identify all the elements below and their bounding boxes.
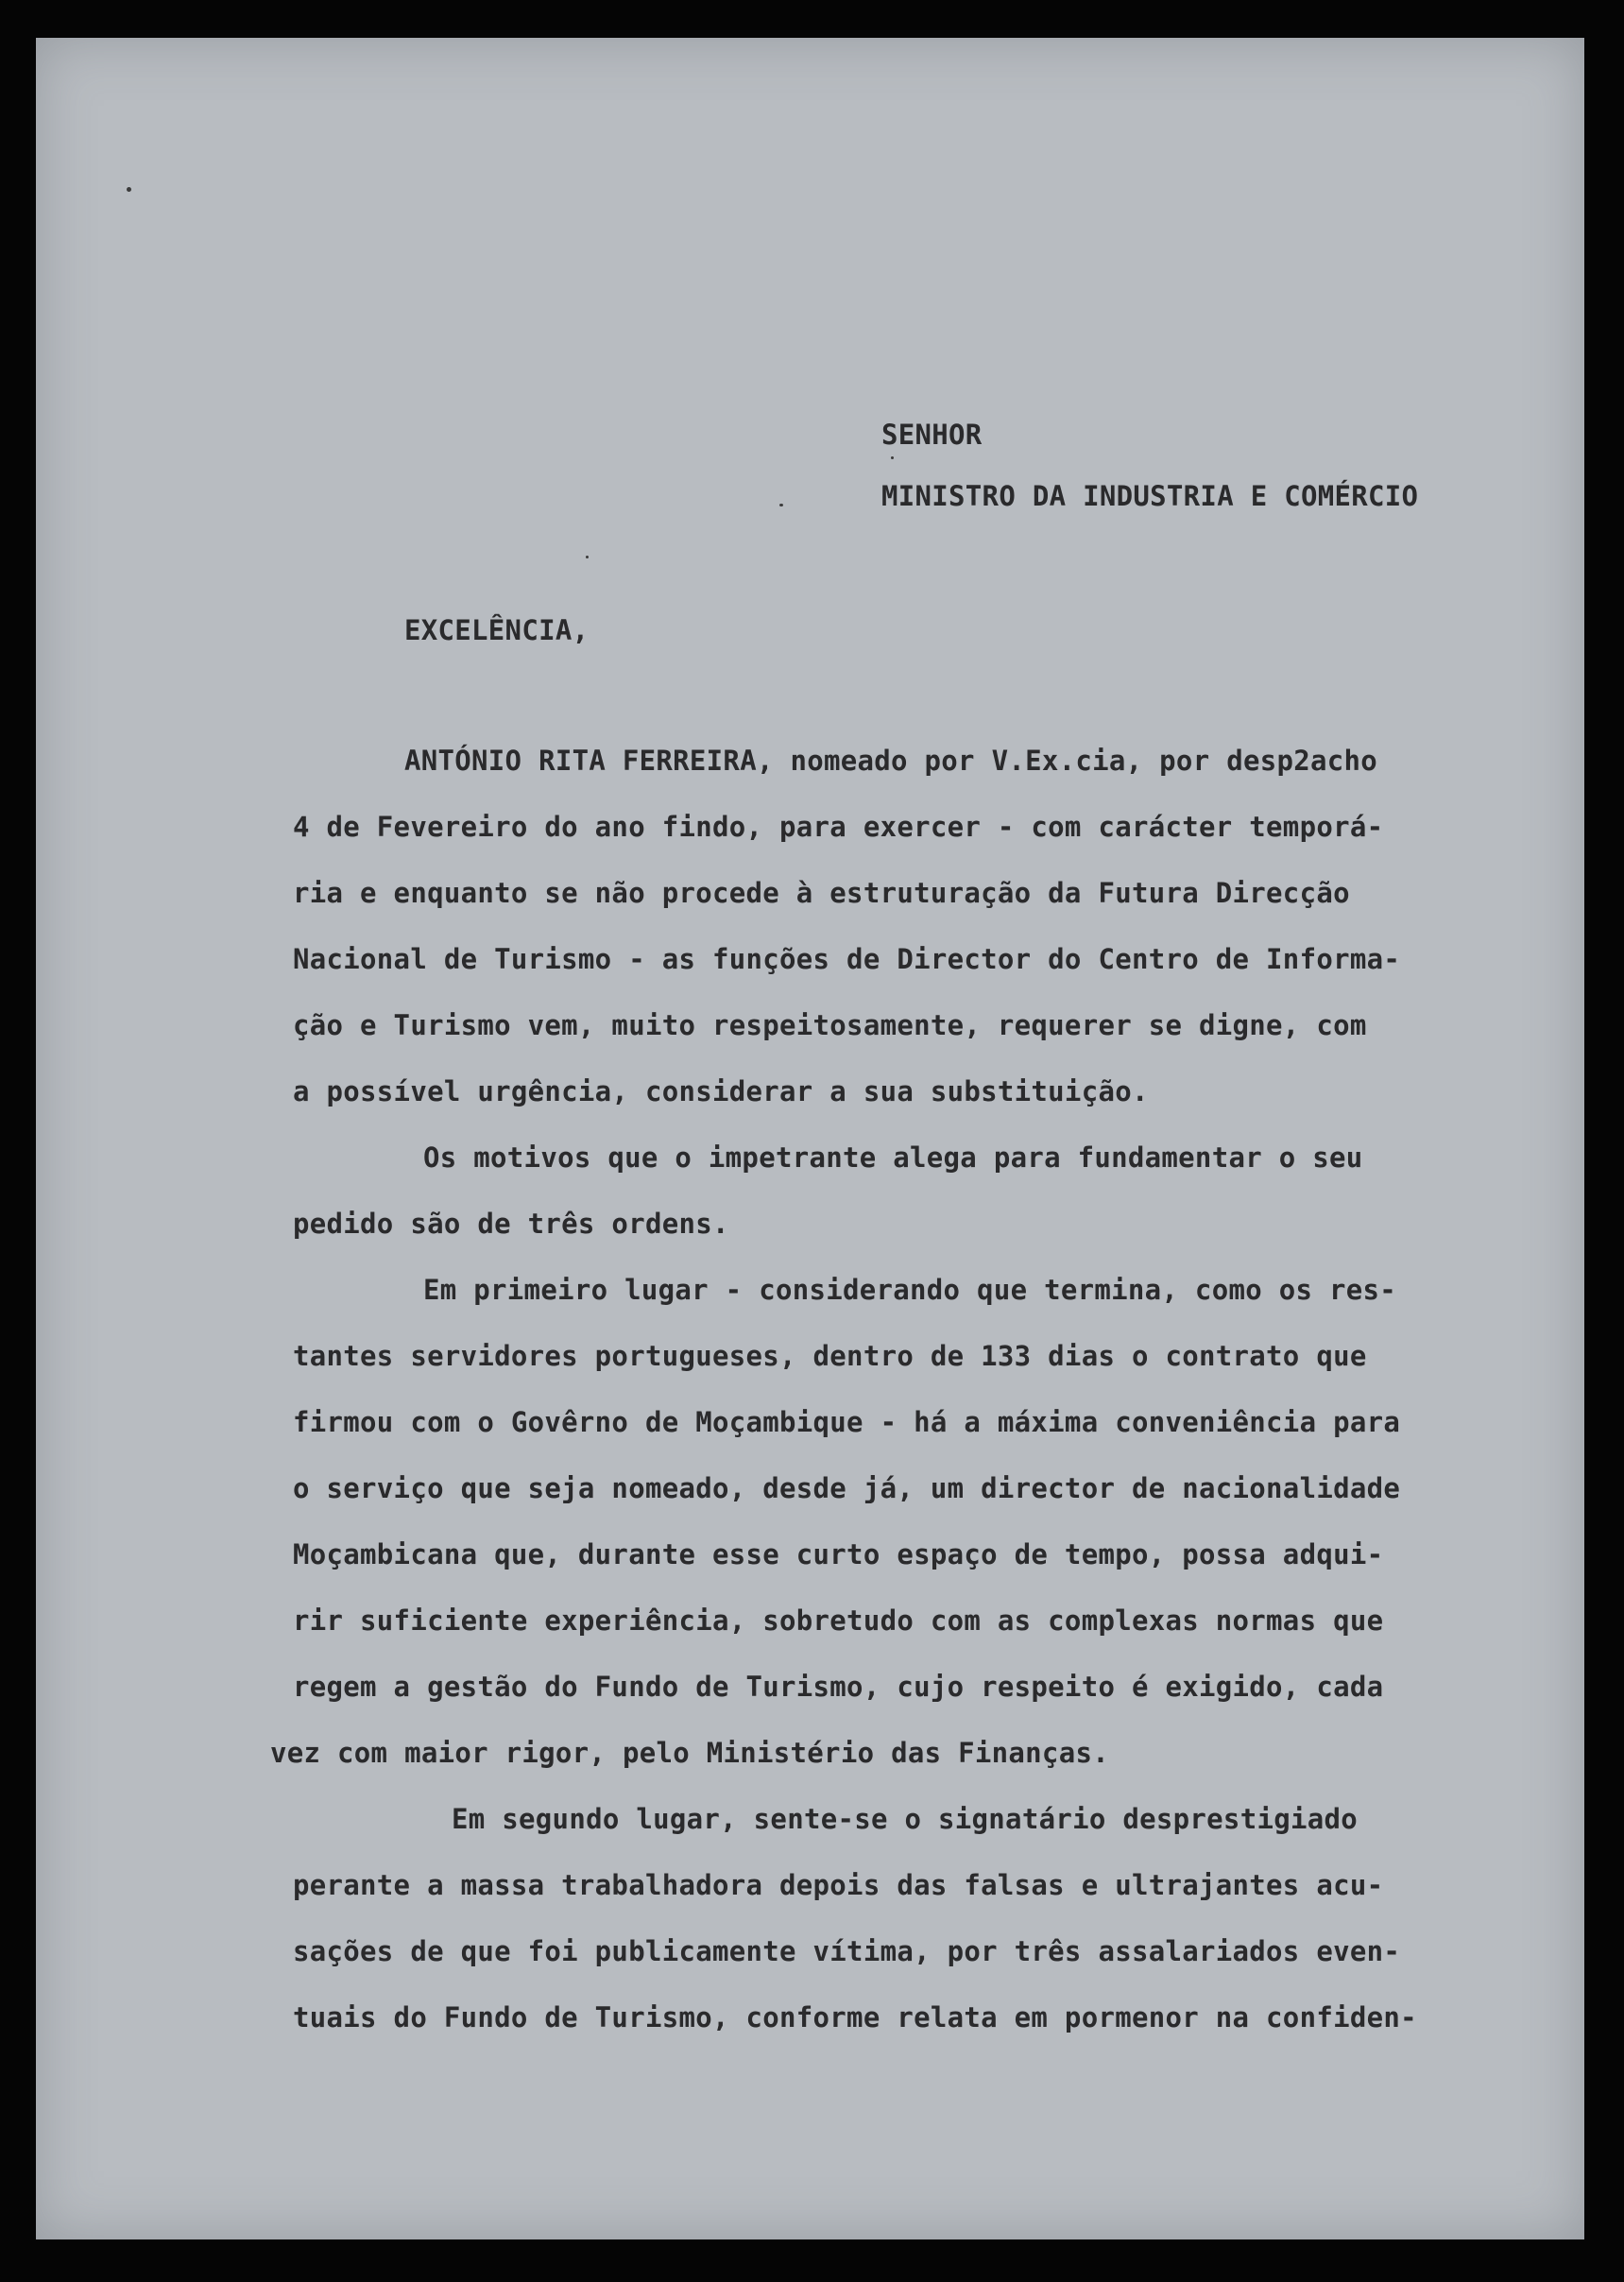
text-line: sações de que foi publicamente vítima, por três assalariados even- — [293, 1935, 1401, 1967]
text-line: Em segundo lugar, sente-se o signatário desprestigiado — [452, 1803, 1359, 1835]
text-line: ção e Turismo vem, muito respeitosamente, requerer se digne, com — [293, 1009, 1367, 1041]
text-line: Nacional de Turismo - as funções de Director do Centro de Informa- — [293, 943, 1401, 975]
text-line: tantes servidores portugueses, dentro de 133 dias o contrato que — [293, 1340, 1367, 1372]
text-line: perante a massa trabalhadora depois das falsas e ultrajantes acu- — [293, 1869, 1384, 1901]
text-line: vez com maior rigor, pelo Ministério das Finanças. — [270, 1737, 1109, 1769]
text-line: a possível urgência, considerar a sua substituição. — [293, 1075, 1149, 1107]
text-line: firmou com o Govêrno de Moçambique - há a máxima conveniência para — [293, 1406, 1401, 1438]
text-line: 4 de Fevereiro do ano findo, para exercer - com carácter temporá- — [293, 811, 1384, 843]
paper-speck — [586, 556, 589, 558]
paper-speck — [779, 504, 783, 506]
bleed-through-texture — [36, 38, 1584, 2239]
greeting: EXCELÊNCIA, — [404, 614, 590, 646]
text-line: regem a gestão do Fundo de Turismo, cujo respeito é exigido, cada — [293, 1671, 1384, 1703]
text-line: Os motivos que o impetrante alega para fundamentar o seu — [423, 1141, 1363, 1174]
text-line: tuais do Fundo de Turismo, conforme relata em pormenor na confiden- — [293, 2001, 1417, 2033]
paper-speck — [891, 456, 894, 459]
text-line: Moçambicana que, durante esse curto espaço de tempo, possa adqui- — [293, 1538, 1384, 1570]
text-line: ANTÓNIO RITA FERREIRA, nomeado por V.Ex.cia, por desp2acho — [404, 745, 1378, 777]
text-line: Em primeiro lugar - considerando que termina, como os res- — [423, 1274, 1397, 1306]
salutation: SENHOR — [881, 419, 983, 451]
text-line: o serviço que seja nomeado, desde já, um director de nacionalidade — [293, 1472, 1401, 1504]
text-line: pedido são de três ordens. — [293, 1208, 729, 1240]
text-line: ria e enquanto se não procede à estruturação da Futura Direcção — [293, 877, 1350, 909]
paper-speck — [127, 187, 131, 192]
text-line: rir suficiente experiência, sobretudo com as complexas normas que — [293, 1604, 1384, 1637]
document-page — [36, 38, 1584, 2239]
addressee: MINISTRO DA INDUSTRIA E COMÉRCIO — [881, 480, 1419, 512]
